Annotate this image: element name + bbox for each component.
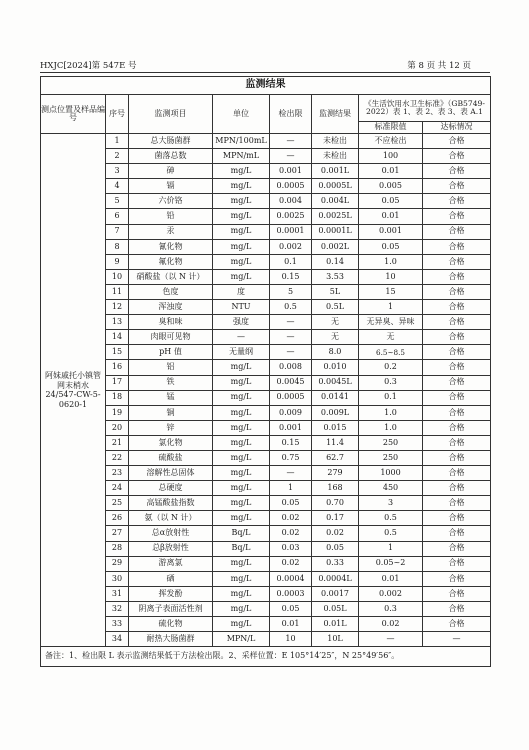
compliance-value: 合格 [423, 405, 491, 420]
table-row [41, 496, 491, 511]
standard-limit-value: 0.05 [359, 194, 423, 209]
compliance-value: 合格 [423, 541, 491, 556]
result-value: 0.33 [312, 556, 359, 571]
monitoring-item: 六价铬 [129, 194, 213, 209]
standard-limit-value: 0.05 [359, 239, 423, 254]
row-number: 1 [106, 134, 129, 149]
unit-value: mg/L [213, 254, 270, 269]
compliance-value: 合格 [423, 164, 491, 179]
standard-limit-value: 0.05~2 [359, 556, 423, 571]
unit-value: mg/L [213, 224, 270, 239]
detection-limit-value: 0.0045 [270, 375, 312, 390]
table-row [41, 239, 491, 254]
table-row [41, 345, 491, 360]
row-number: 12 [106, 300, 129, 315]
row-number: 14 [106, 330, 129, 345]
unit-value: mg/L [213, 360, 270, 375]
monitoring-item: 铅 [129, 209, 213, 224]
table-row [41, 300, 491, 315]
detection-limit-value: 0.0001 [270, 224, 312, 239]
row-number: 27 [106, 526, 129, 541]
standard-limit-value: 无异臭、异味 [359, 315, 423, 330]
detection-limit-value: 0.009 [270, 405, 312, 420]
standard-limit-value: 0.005 [359, 179, 423, 194]
result-value: 11.4 [312, 435, 359, 450]
result-value: 0.02 [312, 526, 359, 541]
result-value: 8.0 [312, 345, 359, 360]
standard-limit-value: 1.0 [359, 420, 423, 435]
unit-value: mg/L [213, 556, 270, 571]
standard-limit-value: 不应检出 [359, 134, 423, 149]
detection-limit-value: 0.1 [270, 254, 312, 269]
monitoring-item: 氨（以 N 计） [129, 511, 213, 526]
table-row [41, 556, 491, 571]
standard-limit-value: 6.5~8.5 [359, 345, 423, 360]
result-value: 0.002L [312, 239, 359, 254]
detection-limit-value: 0.02 [270, 526, 312, 541]
compliance-value: 合格 [423, 390, 491, 405]
unit-value: mg/L [213, 194, 270, 209]
monitoring-item: 总硬度 [129, 481, 213, 496]
detection-limit-value: 0.15 [270, 269, 312, 284]
detection-limit-value: 0.0005 [270, 390, 312, 405]
result-value: 0.17 [312, 511, 359, 526]
result-value: 0.0005L [312, 179, 359, 194]
monitoring-item: 肉眼可见物 [129, 330, 213, 345]
standard-limit-value: 1.0 [359, 254, 423, 269]
detection-limit-value: — [270, 134, 312, 149]
detection-limit-value: 0.05 [270, 601, 312, 616]
monitoring-item: 硫酸盐 [129, 450, 213, 465]
monitoring-item: 氟化物 [129, 254, 213, 269]
detection-limit-value: 0.002 [270, 239, 312, 254]
result-value: 0.004L [312, 194, 359, 209]
table-row [41, 284, 491, 299]
detection-limit-value: 0.0004 [270, 571, 312, 586]
row-number: 10 [106, 269, 129, 284]
result-value: 0.0017 [312, 586, 359, 601]
header-location: 测点位置及样品编号 [41, 95, 106, 134]
table-row [41, 435, 491, 450]
monitoring-item: 氰化物 [129, 239, 213, 254]
compliance-value: 合格 [423, 209, 491, 224]
standard-limit-value: — [359, 632, 423, 647]
monitoring-item: 砷 [129, 164, 213, 179]
table-row [41, 224, 491, 239]
detection-limit-value: — [270, 345, 312, 360]
unit-value: MPN/100mL [213, 134, 270, 149]
compliance-value: 合格 [423, 345, 491, 360]
table-row [41, 632, 491, 647]
detection-limit-value: 10 [270, 632, 312, 647]
standard-limit-value: 0.2 [359, 360, 423, 375]
compliance-value: 合格 [423, 330, 491, 345]
detection-limit-value: 0.008 [270, 360, 312, 375]
unit-value: — [213, 330, 270, 345]
standard-limit-value: 250 [359, 435, 423, 450]
detection-limit-value: 0.0025 [270, 209, 312, 224]
monitoring-item: 铁 [129, 375, 213, 390]
result-value: 0.001L [312, 164, 359, 179]
row-number: 13 [106, 315, 129, 330]
standard-limit-value: 0.5 [359, 511, 423, 526]
monitoring-item: 镉 [129, 179, 213, 194]
detection-limit-value: — [270, 315, 312, 330]
monitoring-results-table [40, 76, 491, 667]
result-value: 5L [312, 284, 359, 299]
row-number: 31 [106, 586, 129, 601]
compliance-value: 合格 [423, 179, 491, 194]
standard-limit-value: 无 [359, 330, 423, 345]
row-number: 28 [106, 541, 129, 556]
standard-limit-value: 0.1 [359, 390, 423, 405]
result-value: 0.0045L [312, 375, 359, 390]
result-value: 0.0001L [312, 224, 359, 239]
table-note: 备注：1、检出限 L 表示监测结果低于方法检出限。2、采样位置：E 105°14′25″，N 25°49′56″。 [41, 647, 491, 667]
monitoring-item: 总β放射性 [129, 541, 213, 556]
monitoring-item: 硫化物 [129, 617, 213, 632]
detection-limit-value: 0.001 [270, 164, 312, 179]
unit-value: mg/L [213, 481, 270, 496]
table-row [41, 586, 491, 601]
unit-value: mg/L [213, 496, 270, 511]
row-number: 2 [106, 149, 129, 164]
report-number: HXJC[2024]第 547E 号 [40, 61, 137, 71]
table-row [41, 481, 491, 496]
unit-value: mg/L [213, 164, 270, 179]
detection-limit-value: — [270, 466, 312, 481]
row-number: 18 [106, 390, 129, 405]
unit-value: mg/L [213, 420, 270, 435]
table-row [41, 526, 491, 541]
unit-value: mg/L [213, 209, 270, 224]
result-value: 0.14 [312, 254, 359, 269]
row-number: 23 [106, 466, 129, 481]
monitoring-item: 锰 [129, 390, 213, 405]
row-number: 11 [106, 284, 129, 299]
row-number: 30 [106, 571, 129, 586]
row-number: 22 [106, 450, 129, 465]
unit-value: MPN/mL [213, 149, 270, 164]
monitoring-item: 阴离子表面活性剂 [129, 601, 213, 616]
table-row [41, 511, 491, 526]
compliance-value: 合格 [423, 601, 491, 616]
monitoring-item: 耐热大肠菌群 [129, 632, 213, 647]
monitoring-item: 浑浊度 [129, 300, 213, 315]
monitoring-item: 总α放射性 [129, 526, 213, 541]
unit-value: 强度 [213, 315, 270, 330]
row-number: 20 [106, 420, 129, 435]
sampling-location: 阿妹戚托小镇管网末梢水 24/547-CW-5-0620-1 [41, 134, 106, 647]
result-value: 0.009L [312, 405, 359, 420]
unit-value: mg/L [213, 390, 270, 405]
unit-value: mg/L [213, 269, 270, 284]
monitoring-item: 锌 [129, 420, 213, 435]
results-body [41, 134, 491, 647]
result-value: 168 [312, 481, 359, 496]
header-seq: 序号 [106, 95, 129, 134]
header-standard-value: 标准限值 [359, 122, 423, 134]
row-number: 26 [106, 511, 129, 526]
compliance-value: 合格 [423, 435, 491, 450]
monitoring-item: 氯化物 [129, 435, 213, 450]
monitoring-item: 铜 [129, 405, 213, 420]
result-value: 3.53 [312, 269, 359, 284]
detection-limit-value: 0.001 [270, 420, 312, 435]
detection-limit-value: 0.02 [270, 511, 312, 526]
row-number: 24 [106, 481, 129, 496]
table-row [41, 390, 491, 405]
unit-value: mg/L [213, 179, 270, 194]
result-value: 0.015 [312, 420, 359, 435]
unit-value: mg/L [213, 586, 270, 601]
result-value: 未检出 [312, 149, 359, 164]
standard-limit-value: 0.01 [359, 571, 423, 586]
row-number: 8 [106, 239, 129, 254]
header-divider [40, 72, 490, 73]
standard-limit-value: 10 [359, 269, 423, 284]
page-indicator: 第 8 页 共 12 页 [407, 61, 471, 71]
result-value: 0.01L [312, 617, 359, 632]
table-row [41, 330, 491, 345]
compliance-value: 合格 [423, 420, 491, 435]
header-result: 监测结果 [312, 95, 359, 134]
standard-limit-value: 0.3 [359, 601, 423, 616]
row-number: 34 [106, 632, 129, 647]
header-unit: 单位 [213, 95, 270, 134]
compliance-value: 合格 [423, 194, 491, 209]
row-number: 16 [106, 360, 129, 375]
compliance-value: 合格 [423, 239, 491, 254]
compliance-value: 合格 [423, 526, 491, 541]
detection-limit-value: 0.02 [270, 556, 312, 571]
row-number: 5 [106, 194, 129, 209]
monitoring-item: 硝酸盐（以 N 计） [129, 269, 213, 284]
standard-limit-value: 0.01 [359, 164, 423, 179]
table-row [41, 149, 491, 164]
row-number: 33 [106, 617, 129, 632]
row-number: 3 [106, 164, 129, 179]
unit-value: mg/L [213, 239, 270, 254]
standard-limit-value: 1 [359, 541, 423, 556]
compliance-value: 合格 [423, 284, 491, 299]
result-value: 62.7 [312, 450, 359, 465]
table-row [41, 405, 491, 420]
detection-limit-value: 1 [270, 481, 312, 496]
detection-limit-value: 0.004 [270, 194, 312, 209]
result-value: 0.05 [312, 541, 359, 556]
compliance-value: 合格 [423, 556, 491, 571]
unit-value: NTU [213, 300, 270, 315]
result-value: 未检出 [312, 134, 359, 149]
compliance-value: 合格 [423, 481, 491, 496]
table-row [41, 164, 491, 179]
table-row [41, 450, 491, 465]
result-value: 0.0025L [312, 209, 359, 224]
compliance-value: 合格 [423, 300, 491, 315]
monitoring-item: 硒 [129, 571, 213, 586]
table-row [41, 269, 491, 284]
compliance-value: 合格 [423, 571, 491, 586]
detection-limit-value: 0.0005 [270, 179, 312, 194]
detection-limit-value: 0.0003 [270, 586, 312, 601]
standard-limit-value: 0.02 [359, 617, 423, 632]
result-value: 279 [312, 466, 359, 481]
compliance-value: 合格 [423, 617, 491, 632]
standard-limit-value: 0.3 [359, 375, 423, 390]
unit-value: mg/L [213, 435, 270, 450]
standard-limit-value: 3 [359, 496, 423, 511]
monitoring-item: 臭和味 [129, 315, 213, 330]
unit-value: mg/L [213, 601, 270, 616]
row-number: 7 [106, 224, 129, 239]
standard-limit-value: 450 [359, 481, 423, 496]
result-value: 无 [312, 330, 359, 345]
compliance-value: 合格 [423, 149, 491, 164]
detection-limit-value: 0.75 [270, 450, 312, 465]
standard-limit-value: 1000 [359, 466, 423, 481]
standard-limit-value: 100 [359, 149, 423, 164]
table-row [41, 179, 491, 194]
monitoring-item: 溶解性总固体 [129, 466, 213, 481]
compliance-value: 合格 [423, 269, 491, 284]
standard-limit-value: 15 [359, 284, 423, 299]
standard-limit-value: 1.0 [359, 405, 423, 420]
row-number: 4 [106, 179, 129, 194]
header-standard-group: 《生活饮用水卫生标准》（GB5749-2022）表 1、表 2、表 3、表 A.1 [359, 95, 491, 122]
unit-value: mg/L [213, 466, 270, 481]
result-value: 0.70 [312, 496, 359, 511]
detection-limit-value: — [270, 330, 312, 345]
row-number: 25 [106, 496, 129, 511]
unit-value: mg/L [213, 405, 270, 420]
result-value: 0.0141 [312, 390, 359, 405]
detection-limit-value: 0.03 [270, 541, 312, 556]
table-row [41, 315, 491, 330]
header-compliance: 达标情况 [423, 122, 491, 134]
row-number: 21 [106, 435, 129, 450]
header-item: 监测项目 [129, 95, 213, 134]
unit-value: 度 [213, 284, 270, 299]
unit-value: Bq/L [213, 541, 270, 556]
table-row [41, 420, 491, 435]
table-row [41, 601, 491, 616]
row-number: 29 [106, 556, 129, 571]
detection-limit-value: 5 [270, 284, 312, 299]
result-value: 10L [312, 632, 359, 647]
header-detection-limit: 检出限 [270, 95, 312, 134]
unit-value: 无量纲 [213, 345, 270, 360]
compliance-value: 合格 [423, 496, 491, 511]
detection-limit-value: 0.05 [270, 496, 312, 511]
monitoring-item: pH 值 [129, 345, 213, 360]
table-row [41, 466, 491, 481]
detection-limit-value: — [270, 149, 312, 164]
standard-limit-value: 250 [359, 450, 423, 465]
monitoring-item: 挥发酚 [129, 586, 213, 601]
compliance-value: — [423, 632, 491, 647]
compliance-value: 合格 [423, 224, 491, 239]
compliance-value: 合格 [423, 254, 491, 269]
unit-value: mg/L [213, 617, 270, 632]
compliance-value: 合格 [423, 511, 491, 526]
table-row [41, 360, 491, 375]
unit-value: mg/L [213, 511, 270, 526]
compliance-value: 合格 [423, 315, 491, 330]
monitoring-item: 汞 [129, 224, 213, 239]
standard-limit-value: 0.5 [359, 526, 423, 541]
row-number: 15 [106, 345, 129, 360]
unit-value: mg/L [213, 450, 270, 465]
monitoring-item: 色度 [129, 284, 213, 299]
unit-value: Bq/L [213, 526, 270, 541]
detection-limit-value: 0.15 [270, 435, 312, 450]
table-title: 监测结果 [41, 77, 491, 95]
monitoring-item: 游离氯 [129, 556, 213, 571]
table-row [41, 541, 491, 556]
row-number: 19 [106, 405, 129, 420]
compliance-value: 合格 [423, 375, 491, 390]
result-value: 0.010 [312, 360, 359, 375]
row-number: 6 [106, 209, 129, 224]
row-number: 9 [106, 254, 129, 269]
table-row [41, 571, 491, 586]
standard-limit-value: 0.01 [359, 209, 423, 224]
table-row [41, 617, 491, 632]
result-value: 0.05L [312, 601, 359, 616]
compliance-value: 合格 [423, 466, 491, 481]
unit-value: mg/L [213, 375, 270, 390]
standard-limit-value: 0.001 [359, 224, 423, 239]
compliance-value: 合格 [423, 586, 491, 601]
monitoring-item: 高锰酸盐指数 [129, 496, 213, 511]
result-value: 无 [312, 315, 359, 330]
table-row [41, 375, 491, 390]
monitoring-item: 铝 [129, 360, 213, 375]
compliance-value: 合格 [423, 134, 491, 149]
detection-limit-value: 0.5 [270, 300, 312, 315]
row-number: 32 [106, 601, 129, 616]
table-row [41, 254, 491, 269]
monitoring-item: 总大肠菌群 [129, 134, 213, 149]
result-value: 0.5L [312, 300, 359, 315]
unit-value: mg/L [213, 571, 270, 586]
table-row [41, 209, 491, 224]
standard-limit-value: 1 [359, 300, 423, 315]
standard-limit-value: 0.002 [359, 586, 423, 601]
detection-limit-value: 0.01 [270, 617, 312, 632]
unit-value: MPN/L [213, 632, 270, 647]
result-value: 0.0004L [312, 571, 359, 586]
monitoring-item: 菌落总数 [129, 149, 213, 164]
row-number: 17 [106, 375, 129, 390]
compliance-value: 合格 [423, 450, 491, 465]
table-row [41, 194, 491, 209]
table-row [41, 134, 491, 149]
compliance-value: 合格 [423, 360, 491, 375]
